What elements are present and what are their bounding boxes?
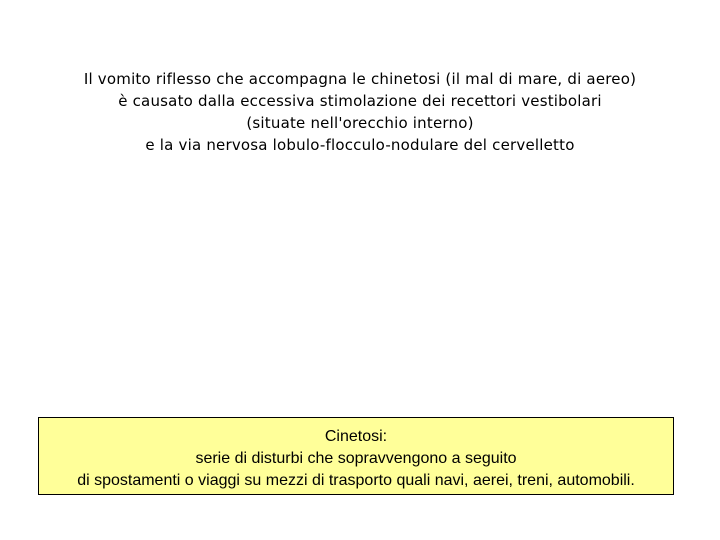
intro-line-4: e la via nervosa lobulo-flocculo-nodulare del cervelletto — [145, 136, 575, 154]
definition-title: Cinetosi: — [324, 428, 388, 445]
definition-box — [38, 417, 674, 495]
intro-line-1: Il vomito riflesso che accompagna le chinetosi (il mal di mare, di aereo) — [83, 70, 637, 88]
intro-line-2: è causato dalla eccessiva stimolazione dei recettori vestibolari — [118, 92, 602, 110]
intro-line-3: (situate nell'orecchio interno) — [246, 114, 474, 132]
intro-text — [40, 68, 680, 156]
definition-line-1: serie di disturbi che sopravvengono a seguito — [195, 450, 517, 467]
definition-line-2: di spostamenti o viaggi su mezzi di trasporto quali navi, aerei, treni, automobili. — [77, 472, 635, 489]
